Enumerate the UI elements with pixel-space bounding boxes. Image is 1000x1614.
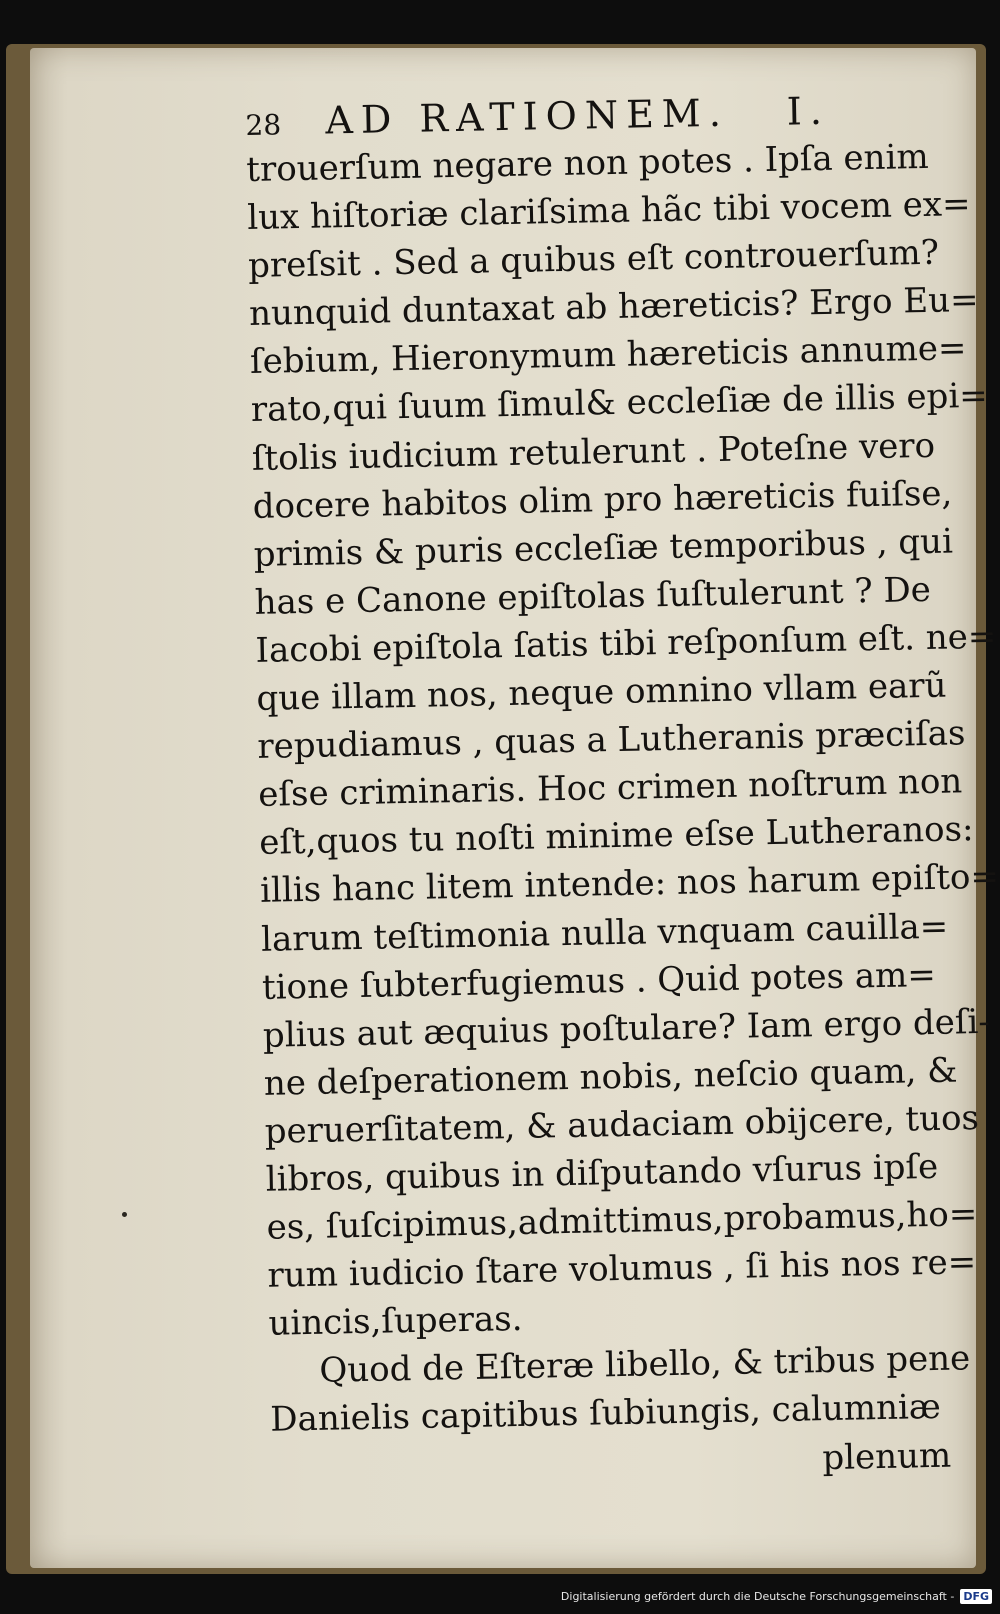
text-line: eſt,quos tu noſti minime eſse Lutheranos:	[258, 809, 974, 864]
page-text-block	[245, 87, 1000, 1493]
ink-speck	[122, 1212, 127, 1217]
paragraph-start-line: Quod de Eſteræ libello, & tribus pene	[319, 1338, 971, 1392]
text-line: ſtolis iudicium retulerunt . Poteſne vero	[251, 425, 936, 479]
text-line: rum iudicio ſtare volumus , ſi his nos re=	[267, 1242, 977, 1296]
text-line: rato,qui ſuum ſimul& eccleſiæ de illis epi=	[250, 376, 989, 431]
text-line: uincis,ſuperas.	[268, 1299, 523, 1345]
catchword: plenum	[821, 1435, 952, 1478]
text-line: que illam nos, neque omnino vllam earũ	[256, 665, 947, 719]
running-head-title: AD RATIONEM.	[324, 90, 730, 143]
text-line: trouerſum negare non potes . Ipſa enim	[245, 136, 929, 190]
text-line: larum teſtimonia nulla vnquam cauilla=	[260, 906, 949, 960]
text-line: preſsit . Sed a quibus eſt controuerſum?	[247, 232, 940, 287]
text-line: ne deſperationem nobis, neſcio quam, &	[263, 1050, 958, 1104]
funding-credit: Digitalisierung gefördert durch die Deutsche Forschungsgemeinschaft -	[560, 1589, 955, 1603]
digitization-footer	[561, 1584, 992, 1608]
text-line: nunquid duntaxat ab hæreticis? Ergo Eu=	[248, 280, 979, 335]
text-line: has e Canone epiſtolas ſuſtulerunt ? De	[254, 569, 932, 623]
text-line: primis & puris eccleſiæ temporibus , qui	[253, 521, 954, 575]
text-line: plius aut æquius poſtulare? Iam ergo deſi-	[262, 1001, 991, 1056]
text-line: lux hiſtoriæ clariſsima hãc tibi vocem ex=	[246, 184, 971, 239]
page-number: 28	[245, 108, 282, 142]
running-head-number: I.	[786, 88, 831, 134]
text-line: libros, quibus in diſputando vſurus ipſe	[265, 1146, 939, 1200]
text-line: eſse criminaris. Hoc crimen noſtrum non	[257, 761, 963, 816]
text-line: docere habitos olim pro hæreticis fuiſse,	[252, 473, 953, 527]
text-line: Danielis capitibus ſubiungis, calumniæ	[269, 1387, 942, 1441]
dfg-logo: DFG	[960, 1589, 992, 1604]
text-line: repudiamus , quas a Lutheranis præciſas	[257, 713, 966, 768]
text-line: ſebium, Hieronymum hæreticis annume=	[249, 328, 967, 383]
text-line: illis hanc litem intende: nos harum epiſto=	[259, 857, 1000, 912]
text-line: tione ſubterfugiemus . Quid potes am=	[261, 954, 937, 1008]
text-line: peruerſitatem, & audaciam obijcere, tuos	[264, 1097, 980, 1152]
text-line: Iacobi epiſtola ſatis tibi reſponſum eſt. ne=	[255, 616, 997, 671]
text-line: es, ſuſcipimus,admittimus,probamus,ho=	[266, 1194, 978, 1248]
